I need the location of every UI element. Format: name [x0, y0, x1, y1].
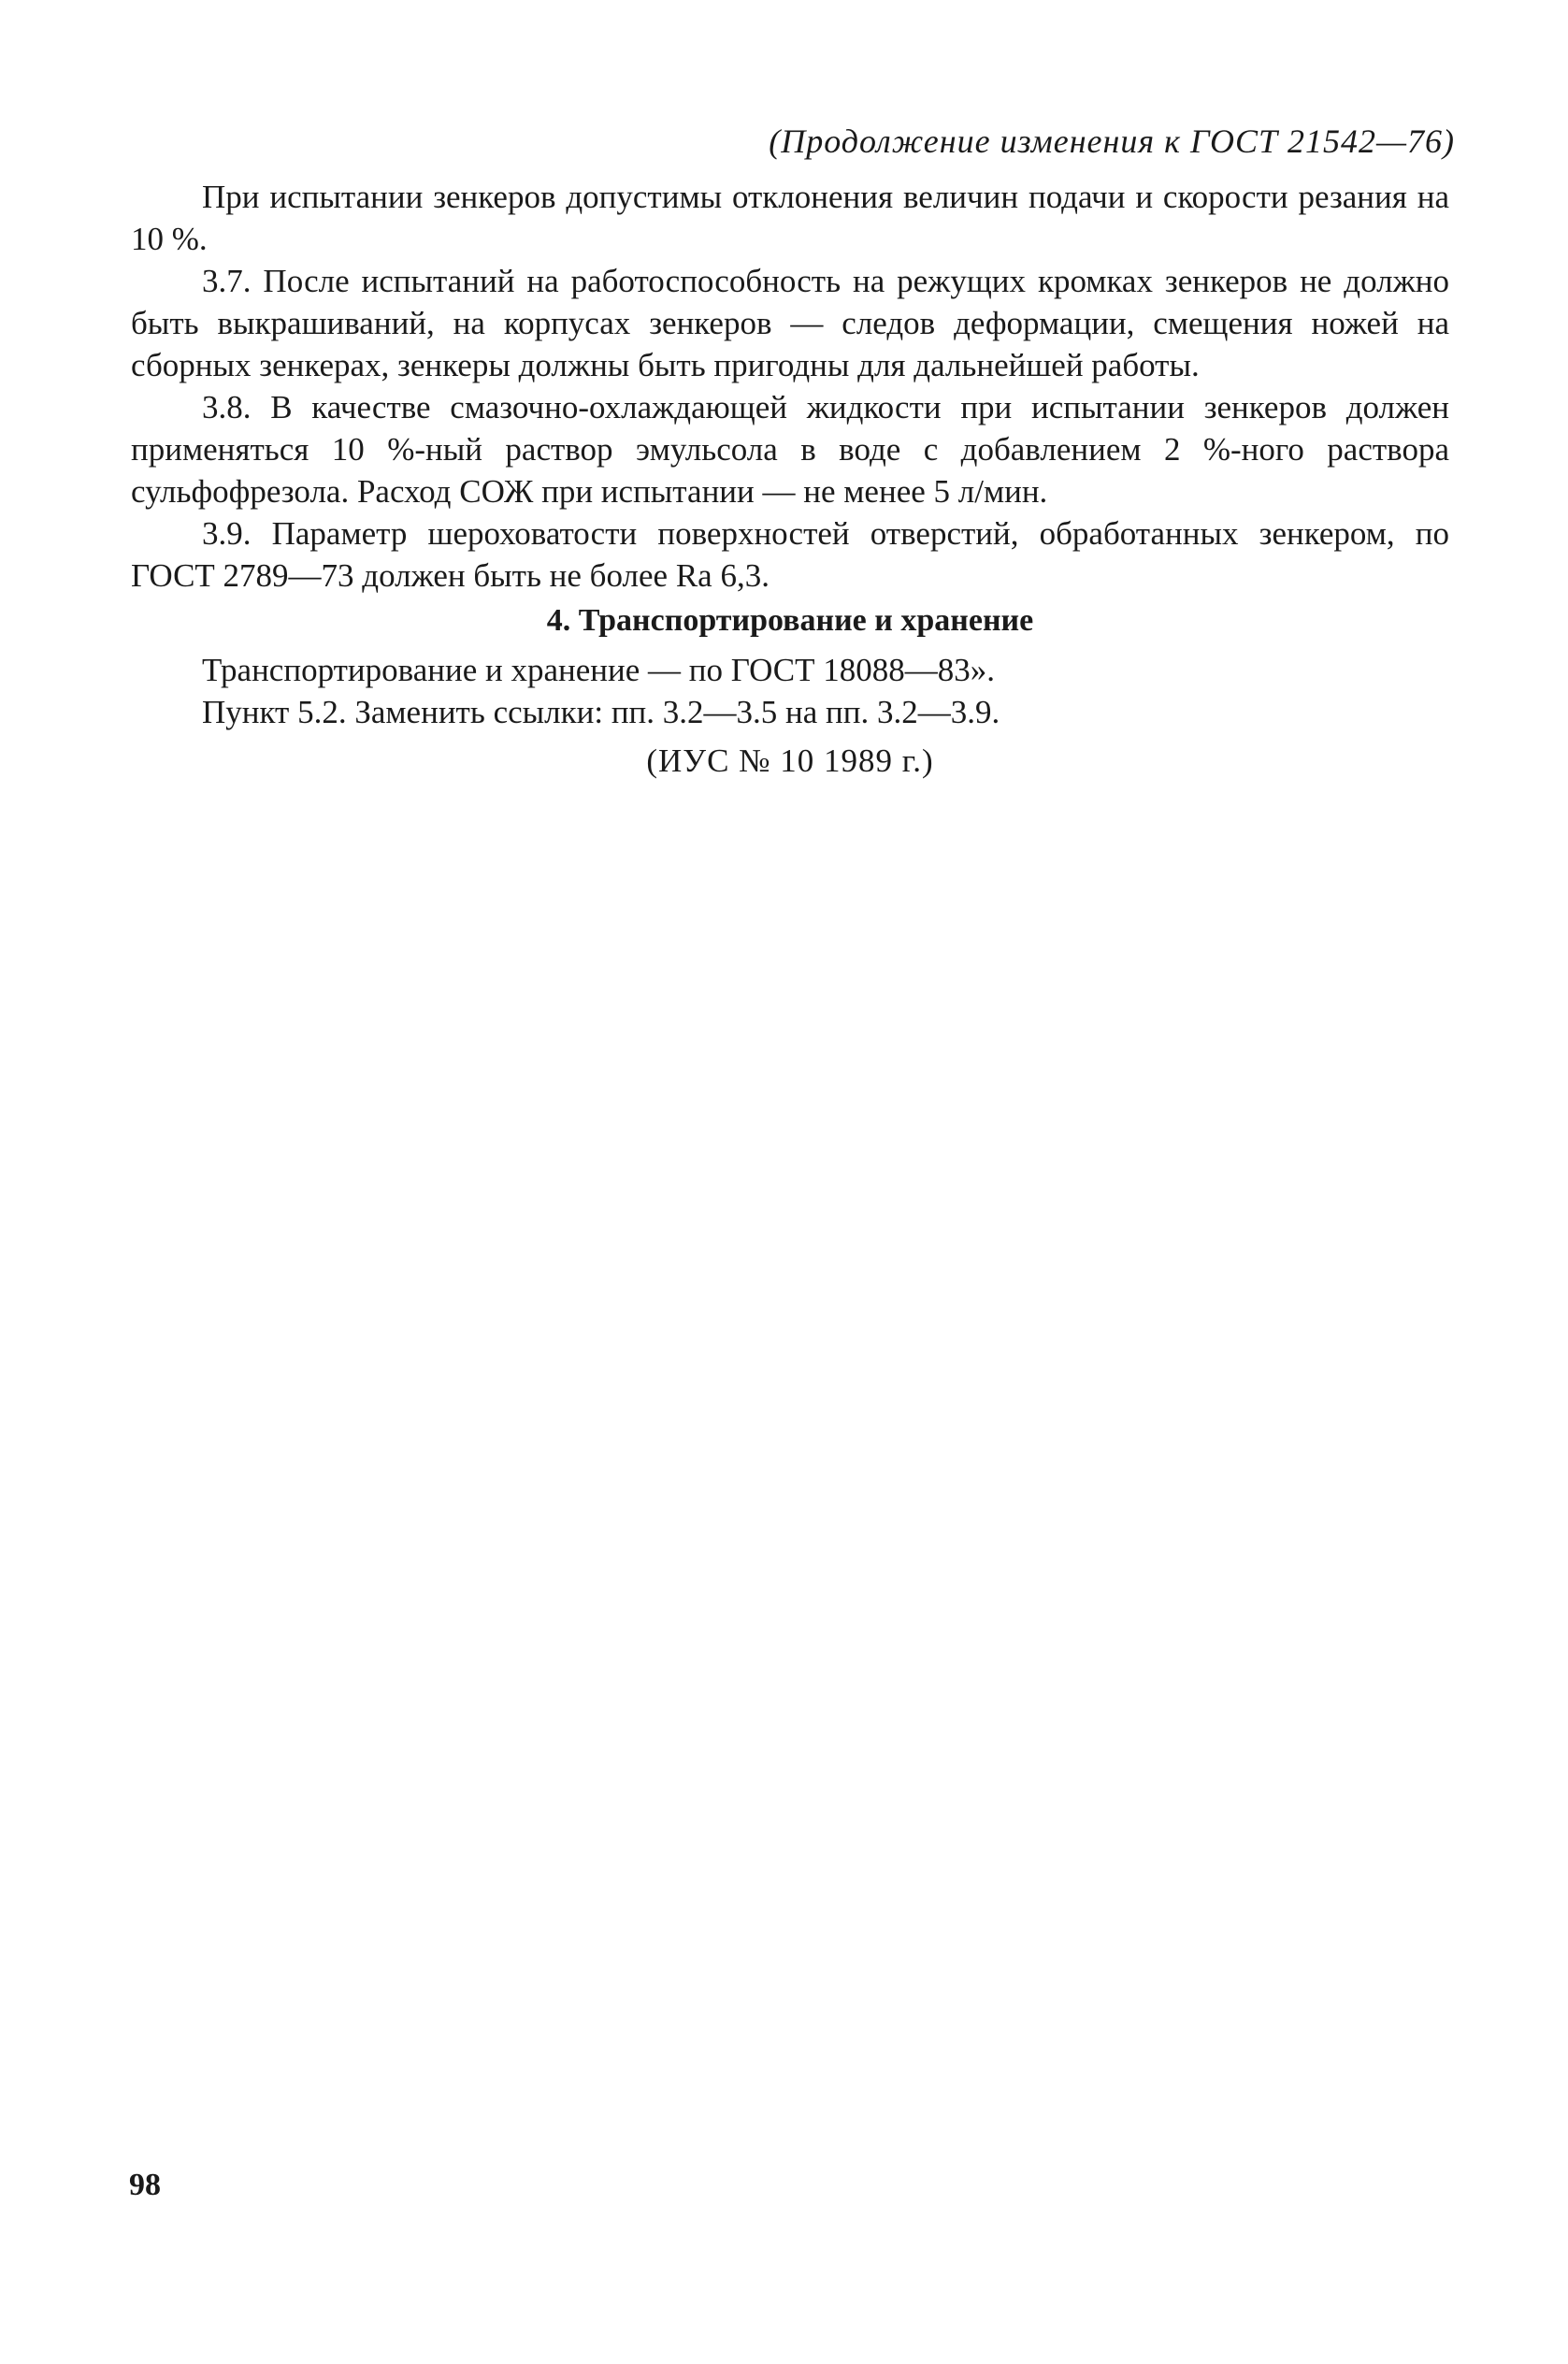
section-4-text: Транспортирование и хранение — по ГОСТ 18088—83». [202, 652, 996, 688]
paragraph-tolerance: При испытании зенкеров допустимы отклонения величин подачи и скорости резания на 10 %. [131, 179, 1449, 257]
amendment-text: Пункт 5.2. Заменить ссылки: пп. 3.2—3.5 на пп. 3.2—3.9. [202, 694, 1000, 730]
paragraph-3-8: 3.8. В качестве смазочно-охлаждающей жидкости при испытании зенкеров должен применяться 10 %-ный раствор эмульсола в воде с добавлением 2 %-ного раствора сульфофрезола. Расход СОЖ при испытании — не менее 5 л/мин. [131, 389, 1449, 510]
paragraph-3-9: 3.9. Параметр шероховатости поверхностей отверстий, обработанных зенкером, по ГОСТ 2789—73 должен быть не более Ra 6,3. [131, 515, 1449, 594]
paragraph-3-7: 3.7. После испытаний на работоспособность на режущих кромках зенкеров не должно быть выкрашиваний, на корпусах зенкеров — следов деформации, смещения ножей на сборных зенкерах, зенкеры должны быть пригодны для дальнейшей работы. [131, 263, 1449, 383]
page-number: 98 [129, 2168, 161, 2202]
source-reference: (ИУС № 10 1989 г.) [646, 742, 934, 779]
continuation-header: (Продолжение изменения к ГОСТ 21542—76) [769, 123, 1455, 160]
document-body [131, 176, 1449, 784]
section-title: 4. Транспортирование и хранение [546, 603, 1034, 638]
